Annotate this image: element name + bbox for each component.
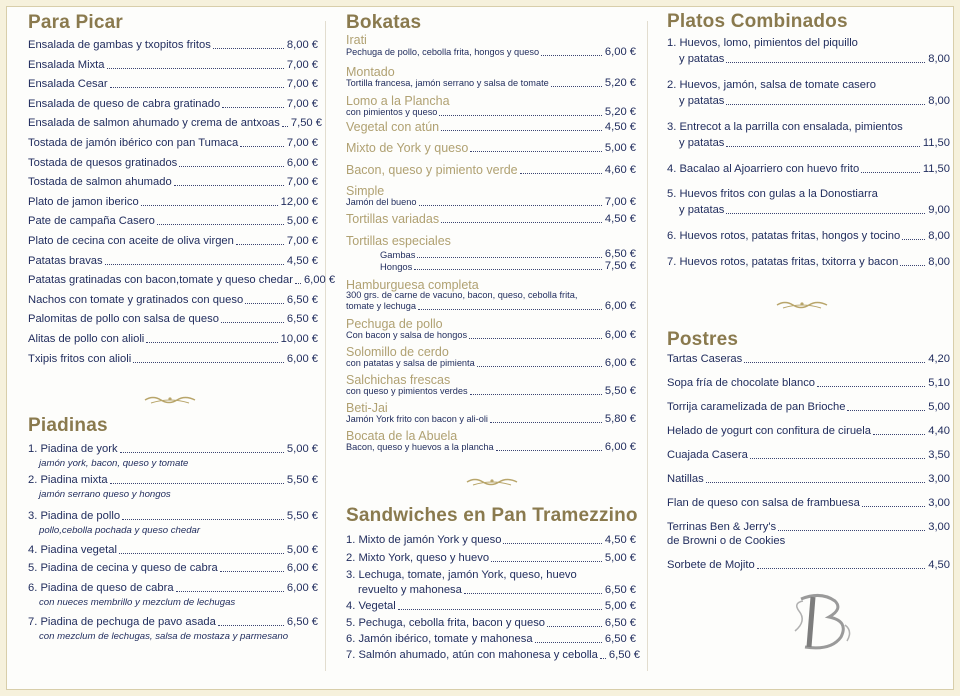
- dot-leader: [133, 362, 284, 363]
- item-name: Ensalada de gambas y txopitos fritos: [28, 39, 211, 51]
- item-name: 5. Piadina de cecina y queso de cabra: [28, 562, 218, 574]
- dot-leader: [120, 452, 284, 453]
- dot-leader: [122, 519, 284, 520]
- item-name: Tortillas variadas: [346, 212, 440, 226]
- item-name: 7. Piadina de pechuga de pavo asada: [28, 616, 216, 628]
- item-name: Tortillas especiales: [346, 234, 451, 248]
- menu-item: [28, 616, 318, 629]
- menu-item: [28, 562, 318, 575]
- item-price: 6,00 €: [286, 156, 318, 169]
- dot-leader: [470, 394, 602, 395]
- item-name: Jamón York frito con bacon y ali-oli: [346, 414, 488, 424]
- item-name: Helado de yogurt con confitura de ciruela: [667, 425, 871, 437]
- menu-item: [346, 329, 636, 342]
- item-name: 6. Jamón ibérico, tomate y mahonesa: [346, 633, 533, 645]
- item-name: y patatas: [679, 95, 725, 107]
- menu-item: 2. Huevos, jamón, salsa de tomate casero: [667, 79, 876, 91]
- item-price: 6,50 €: [604, 248, 636, 260]
- item-name: 7. Salmón ahumado, atún con mahonesa y cebolla: [346, 649, 598, 661]
- dot-leader: [282, 126, 288, 127]
- item-price: 4,50 €: [286, 254, 318, 267]
- menu-item: [667, 256, 950, 269]
- menu-item: [346, 121, 636, 134]
- dot-leader: [464, 593, 602, 594]
- flourish-ornament-icon: [465, 477, 519, 487]
- menu-item: [346, 584, 636, 597]
- item-price: 7,00 €: [286, 78, 318, 91]
- menu-item: [346, 385, 636, 398]
- dot-leader: [726, 213, 925, 214]
- menu-item: [346, 77, 636, 90]
- dot-leader: [245, 303, 284, 304]
- item-price: 7,00 €: [286, 137, 318, 149]
- item-name: Irati: [346, 33, 367, 47]
- menu-item: [346, 534, 636, 547]
- dot-leader: [541, 55, 602, 56]
- item-name: Bacon, queso y huevos a la plancha: [346, 442, 494, 452]
- menu-item: [28, 274, 336, 287]
- menu-item: [28, 98, 318, 111]
- item-name: Palomitas de pollo con salsa de queso: [28, 313, 219, 326]
- section-title-bokatas: Bokatas: [346, 12, 422, 33]
- item-name: Terrinas Ben & Jerry's: [667, 521, 777, 533]
- dot-leader: [418, 309, 602, 310]
- dot-leader: [240, 146, 284, 147]
- item-name: Patatas gratinadas con bacon,tomate y queso chedar: [28, 274, 293, 287]
- menu-item: [28, 333, 318, 346]
- menu-item: [667, 559, 950, 572]
- item-name: Salchichas frescas: [346, 373, 451, 387]
- item-price: 6,50 €: [604, 584, 636, 596]
- dot-leader: [222, 107, 284, 108]
- item-price: 6,00 €: [604, 300, 636, 312]
- item-name: Bocata de la Abuela: [346, 429, 458, 443]
- dot-leader: [220, 571, 284, 572]
- menu-item: [28, 443, 318, 456]
- item-price: 6,00 €: [286, 562, 318, 574]
- menu-item: [346, 106, 636, 119]
- menu-item: [28, 176, 318, 189]
- item-price: 4,50 €: [604, 534, 636, 546]
- item-price: 5,20 €: [604, 106, 636, 118]
- menu-item: [28, 255, 318, 268]
- section-title-para-picar: Para Picar: [28, 12, 123, 33]
- dot-leader: [726, 104, 925, 105]
- menu-item: [28, 544, 318, 557]
- menu-item: 7. Huevos rotos, patatas fritas, txitorra y bacon: [667, 256, 899, 268]
- item-price: 5,00 €: [286, 215, 318, 228]
- dot-leader: [873, 434, 925, 435]
- item-price: 4,50: [928, 559, 950, 571]
- dot-leader: [750, 458, 925, 459]
- dot-leader: [107, 68, 284, 69]
- menu-item: [346, 600, 636, 613]
- item-price: 6,50 €: [286, 313, 318, 326]
- menu-item: [346, 633, 636, 646]
- dot-leader: [862, 506, 925, 507]
- dot-leader: [496, 450, 602, 451]
- item-name: y patatas: [679, 53, 725, 65]
- item-name: Lomo a la Plancha: [346, 94, 450, 108]
- item-description: jamón york, bacon, queso y tomate: [39, 458, 189, 469]
- flourish-ornament-icon: [143, 395, 197, 405]
- menu-item: [667, 53, 950, 66]
- menu-item: [667, 163, 950, 176]
- dot-leader: [174, 185, 284, 186]
- dot-leader: [520, 173, 602, 174]
- item-name: 1. Mixto de jamón York y queso: [346, 534, 502, 546]
- dot-leader: [726, 62, 925, 63]
- menu-item: [346, 649, 640, 662]
- item-name: Sopa fría de chocolate blanco: [667, 377, 816, 389]
- menu-item: [667, 95, 950, 108]
- item-price: 6,50 €: [286, 293, 318, 306]
- item-price: 6,00 €: [286, 352, 318, 365]
- menu-item: [28, 137, 318, 150]
- item-name: Pechuga de pollo, cebolla frita, hongos y queso: [346, 47, 540, 57]
- item-name: Sorbete de Mojito: [667, 559, 755, 571]
- menu-item: 5. Huevos fritos con gulas a la Donostiarra: [667, 188, 878, 200]
- item-name: Solomillo de cerdo: [346, 345, 449, 359]
- item-price: 11,50: [922, 163, 950, 175]
- dot-leader: [419, 205, 602, 206]
- item-price: 6,00 €: [286, 582, 318, 594]
- item-name: 2. Mixto York, queso y huevo: [346, 552, 490, 564]
- item-price: 5,00 €: [604, 552, 636, 564]
- menu-item: [28, 215, 318, 228]
- item-price: 3,00: [928, 521, 950, 533]
- menu-item: 6. Huevos rotos, patatas fritas, hongos y tocino: [667, 230, 901, 242]
- menu-item: [346, 441, 636, 454]
- menu-item: [28, 474, 318, 487]
- item-name: Jamón del bueno: [346, 197, 417, 207]
- menu-sheet: [6, 6, 954, 690]
- item-price: 7,00 €: [286, 235, 318, 247]
- item-name: Natillas: [667, 473, 704, 485]
- dot-leader: [491, 561, 602, 562]
- item-name: Patatas bravas: [28, 254, 103, 267]
- dot-leader: [503, 543, 601, 544]
- item-name: 3. Piadina de pollo: [28, 510, 121, 522]
- menu-item: [346, 617, 636, 630]
- item-price: 11,50: [922, 137, 950, 149]
- item-price: 6,00 €: [303, 274, 336, 287]
- item-name: Simple: [346, 184, 385, 198]
- item-price: 9,00: [928, 204, 950, 216]
- menu-item: [667, 230, 950, 243]
- item-price: 6,50 €: [286, 616, 318, 628]
- item-description: 300 grs. de carne de vacuno, bacon, queso, cebolla frita,: [346, 290, 578, 300]
- dot-leader: [236, 244, 284, 245]
- item-price: 6,00 €: [604, 441, 636, 453]
- item-description: con nueces membrillo y mezclum de lechugas: [39, 597, 236, 608]
- item-name: 2. Piadina mixta: [28, 474, 108, 486]
- menu-item: [28, 510, 318, 523]
- dot-leader: [490, 422, 602, 423]
- item-name: Vegetal con atún: [346, 120, 440, 134]
- item-price: 7,00 €: [286, 176, 318, 189]
- item-name: con pimientos y queso: [346, 107, 438, 117]
- menu-item: [667, 204, 950, 217]
- item-description: pollo,cebolla pochada y queso chedar: [39, 525, 201, 536]
- dot-leader: [110, 483, 284, 484]
- dot-leader: [726, 146, 919, 147]
- menu-item: [667, 425, 950, 438]
- dot-leader: [141, 205, 278, 206]
- menu-item: [28, 157, 318, 170]
- dot-leader: [535, 642, 602, 643]
- dot-leader: [847, 410, 925, 411]
- item-name: Hamburguesa completa: [346, 278, 479, 292]
- item-name: Flan de queso con salsa de frambuesa: [667, 497, 860, 509]
- item-price: 12,00 €: [280, 195, 318, 208]
- item-price: 4,50 €: [604, 213, 636, 225]
- item-name: Tartas Caseras: [667, 353, 743, 365]
- item-price: 6,50 €: [604, 617, 636, 629]
- item-price: 7,00 €: [604, 196, 636, 208]
- menu-item: [346, 552, 636, 565]
- item-name: 1. Piadina de york: [28, 443, 118, 455]
- item-price: 5,20 €: [604, 77, 636, 89]
- item-name: con patatas y salsa de pimienta: [346, 358, 475, 368]
- item-description: con mezclum de lechugas, salsa de mostaza y parmesano: [39, 631, 289, 642]
- item-price: 8,00: [928, 95, 950, 107]
- dot-leader: [398, 609, 602, 610]
- item-name: Tortilla francesa, jamón serrano y salsa de tomate: [346, 78, 549, 88]
- item-price: 3,50: [928, 449, 950, 461]
- item-price: 4,50 €: [604, 121, 636, 133]
- section-title-platos-combinados: Platos Combinados: [667, 11, 848, 32]
- item-name: 6. Piadina de queso de cabra: [28, 582, 174, 594]
- menu-item: 3. Lechuga, tomate, jamón York, queso, huevo: [346, 569, 577, 581]
- menu-item: [346, 213, 636, 226]
- menu-item: 1. Huevos, lomo, pimientos del piquillo: [667, 37, 858, 49]
- dot-leader: [600, 658, 606, 659]
- item-name: Cuajada Casera: [667, 449, 748, 461]
- dot-leader: [213, 48, 284, 49]
- item-name: tomate y lechuga: [346, 301, 416, 311]
- item-price: 5,80 €: [604, 413, 636, 425]
- menu-item: [28, 39, 318, 52]
- menu-item: [28, 582, 318, 595]
- item-name: Alitas de pollo con alioli: [28, 333, 145, 345]
- menu-item: [667, 377, 950, 390]
- item-name: Torrija caramelizada de pan Brioche: [667, 401, 846, 413]
- dot-leader: [817, 386, 925, 387]
- item-name: Ensalada Mixta: [28, 58, 105, 71]
- item-price: 5,50 €: [604, 385, 636, 397]
- item-name: 4. Vegetal: [346, 600, 396, 612]
- dot-leader: [441, 222, 602, 223]
- dot-leader: [146, 342, 277, 343]
- menu-item: [346, 260, 636, 273]
- item-price: 6,50 €: [608, 649, 640, 661]
- menu-item: [346, 46, 636, 59]
- menu-item: [28, 117, 322, 130]
- menu-item: [28, 235, 318, 248]
- item-price: 4,60 €: [604, 164, 636, 176]
- menu-item: [346, 196, 636, 209]
- dot-leader: [469, 338, 602, 339]
- item-name: revuelto y mahonesa: [358, 584, 462, 596]
- menu-item: [346, 300, 636, 313]
- dot-leader: [778, 530, 925, 531]
- item-name: Ensalada Cesar: [28, 78, 108, 91]
- item-name: 5. Pechuga, cebolla frita, bacon y queso: [346, 617, 546, 629]
- item-name: Con bacon y salsa de hongos: [346, 330, 468, 340]
- item-price: 5,50 €: [286, 474, 318, 486]
- menu-item: [346, 413, 636, 426]
- dot-leader: [414, 269, 602, 270]
- section-title-piadinas: Piadinas: [28, 415, 108, 436]
- menu-item: [667, 473, 950, 486]
- menu-item: [667, 401, 950, 414]
- dot-leader: [221, 322, 284, 323]
- flourish-ornament-icon: [775, 300, 829, 310]
- dot-leader: [179, 166, 284, 167]
- item-name: Mixto de York y queso: [346, 141, 469, 155]
- item-price: 6,50 €: [604, 633, 636, 645]
- menu-item: [667, 137, 950, 150]
- item-name: con queso y pimientos verdes: [346, 386, 468, 396]
- dot-leader: [110, 87, 284, 88]
- menu-item: 4. Bacalao al Ajoarriero con huevo frito: [667, 163, 860, 175]
- dot-leader: [861, 172, 920, 173]
- item-name: Pechuga de pollo: [346, 317, 443, 331]
- item-name: Ensalada de salmon ahumado y crema de antxoas: [28, 117, 280, 130]
- menu-item: [28, 196, 318, 209]
- item-description: jamón serrano queso y hongos: [39, 489, 171, 500]
- menu-item: [667, 521, 950, 534]
- item-name: y patatas: [679, 137, 725, 149]
- b-monogram-icon: [791, 591, 857, 653]
- menu-item-line2: de Browni o de Cookies: [667, 535, 786, 547]
- column-divider: [325, 21, 326, 671]
- item-name: Beti-Jai: [346, 401, 388, 415]
- item-name: Nachos con tomate y gratinados con queso: [28, 293, 244, 306]
- column-divider: [647, 21, 648, 671]
- dot-leader: [902, 239, 925, 240]
- dot-leader: [157, 224, 284, 225]
- dot-leader: [441, 130, 602, 131]
- item-name: y patatas: [679, 204, 725, 216]
- item-price: 5,10: [928, 377, 950, 389]
- menu-item: [667, 497, 950, 510]
- item-price: 5,00 €: [604, 600, 636, 612]
- item-price: 6,00 €: [604, 46, 636, 58]
- item-price: 5,50 €: [286, 510, 318, 522]
- item-price: 6,00 €: [604, 329, 636, 341]
- dot-leader: [470, 151, 602, 152]
- dot-leader: [439, 115, 601, 116]
- section-title-postres: Postres: [667, 329, 739, 350]
- dot-leader: [105, 264, 284, 265]
- item-price: 8,00: [928, 256, 950, 268]
- item-name: Gambas: [380, 249, 416, 260]
- menu-item: [28, 294, 318, 307]
- menu-item: [346, 142, 636, 155]
- menu-item: 3. Entrecot a la parrilla con ensalada, pimientos: [667, 121, 903, 133]
- item-price: 6,00 €: [604, 357, 636, 369]
- dot-leader: [900, 265, 925, 266]
- dot-leader: [176, 591, 284, 592]
- item-price: 5,00: [928, 401, 950, 413]
- item-name: Tostada de quesos gratinados: [28, 156, 178, 169]
- item-price: 4,40: [928, 425, 950, 437]
- menu-item: [28, 353, 318, 366]
- item-price: 4,20: [928, 353, 950, 365]
- item-price: 5,00 €: [286, 443, 318, 455]
- dot-leader: [295, 283, 301, 284]
- menu-item: [28, 313, 318, 326]
- item-name: Hongos: [380, 261, 413, 272]
- section-title-sandwiches: Sandwiches en Pan Tramezzino: [346, 505, 638, 526]
- item-name: 4. Piadina vegetal: [28, 544, 117, 556]
- item-name: Tostada de jamón ibérico con pan Tumaca: [28, 137, 239, 149]
- item-name: Bacon, queso y pimiento verde: [346, 163, 518, 177]
- dot-leader: [417, 257, 601, 258]
- item-name: Tostada de salmon ahumado: [28, 176, 172, 189]
- item-price: 8,00: [928, 230, 950, 242]
- dot-leader: [744, 362, 925, 363]
- menu-item: [346, 357, 636, 370]
- menu-item: [667, 353, 950, 366]
- item-price: 3,00: [928, 473, 950, 485]
- dot-leader: [477, 366, 602, 367]
- menu-item: [667, 449, 950, 462]
- item-price: 3,00: [928, 497, 950, 509]
- item-price: 7,50 €: [290, 117, 322, 130]
- item-price: 7,50 €: [604, 260, 636, 272]
- menu-item: [28, 78, 318, 91]
- item-price: 7,00 €: [286, 97, 318, 110]
- item-name: Pate de campaña Casero: [28, 215, 155, 228]
- item-price: 8,00: [928, 53, 950, 65]
- item-name: Montado: [346, 65, 395, 79]
- item-price: 10,00 €: [280, 333, 318, 345]
- dot-leader: [706, 482, 926, 483]
- menu-item: [28, 59, 318, 72]
- dot-leader: [551, 86, 602, 87]
- dot-leader: [218, 625, 284, 626]
- item-price: 8,00 €: [286, 39, 318, 51]
- dot-leader: [119, 553, 284, 554]
- item-price: 7,00 €: [286, 58, 318, 71]
- dot-leader: [547, 626, 602, 627]
- dot-leader: [757, 568, 926, 569]
- item-price: 5,00 €: [604, 142, 636, 154]
- menu-item: [346, 164, 636, 177]
- item-name: Ensalada de queso de cabra gratinado: [28, 97, 221, 110]
- item-name: Txipis fritos con alioli: [28, 352, 132, 365]
- item-price: 5,00 €: [286, 544, 318, 556]
- item-name: Plato de cecina con aceite de oliva virgen: [28, 235, 234, 247]
- item-name: Plato de jamon iberico: [28, 195, 139, 208]
